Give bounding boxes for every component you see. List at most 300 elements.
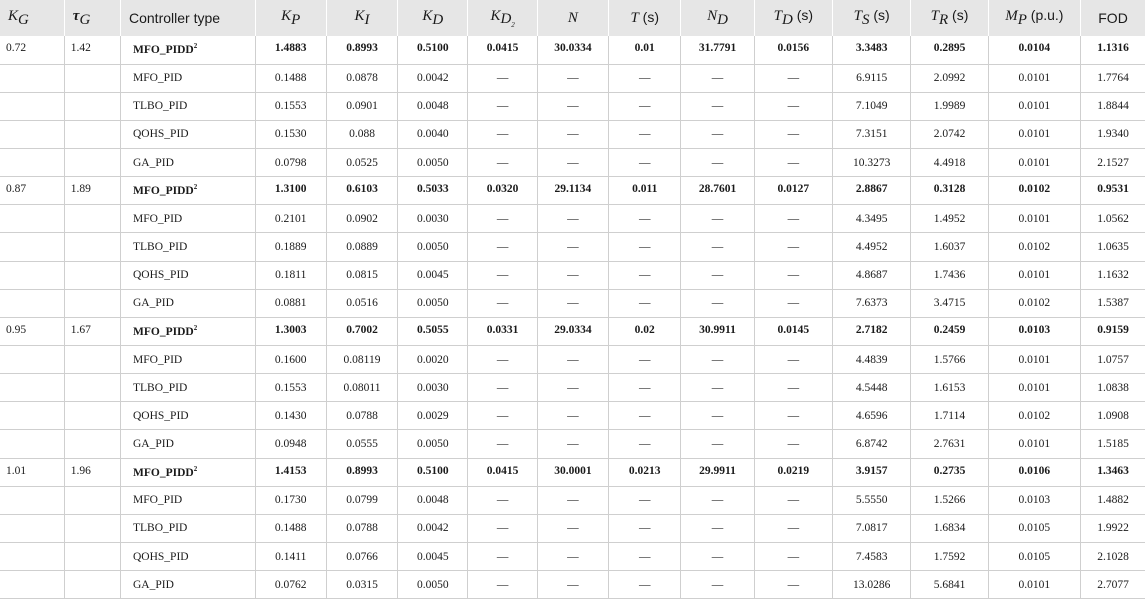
cell-tau xyxy=(64,543,120,571)
cell-nd: 29.9911 xyxy=(681,458,754,486)
cell-kp: 0.0798 xyxy=(255,149,326,177)
header-row xyxy=(0,0,1145,36)
table-row xyxy=(0,120,1145,148)
cell-nd: — xyxy=(681,346,754,374)
cell-fod: 1.7764 xyxy=(1081,64,1145,92)
cell-controller-type: TLBO_PID xyxy=(121,233,256,261)
table-row xyxy=(0,571,1145,599)
cell-td: — xyxy=(754,261,832,289)
cell-ts: 3.9157 xyxy=(833,458,911,486)
cell-kg xyxy=(0,543,64,571)
cell-nd: — xyxy=(681,289,754,317)
cell-t: — xyxy=(609,430,681,458)
cell-n: — xyxy=(537,64,608,92)
cell-controller-type: GA_PID xyxy=(121,289,256,317)
cell-nd: — xyxy=(681,64,754,92)
cell-ts: 4.8687 xyxy=(833,261,911,289)
cell-fod: 1.5387 xyxy=(1081,289,1145,317)
cell-mp: 0.0101 xyxy=(988,346,1080,374)
cell-controller-type: TLBO_PID xyxy=(121,92,256,120)
cell-tr: 0.2459 xyxy=(911,317,988,345)
cell-ts: 4.6596 xyxy=(833,402,911,430)
cell-td: — xyxy=(754,514,832,542)
cell-ts: 4.3495 xyxy=(833,205,911,233)
cell-controller-type: TLBO_PID xyxy=(121,374,256,402)
cell-nd: — xyxy=(681,120,754,148)
cell-kp: 0.1553 xyxy=(255,92,326,120)
cell-kg xyxy=(0,64,64,92)
cell-mp: 0.0101 xyxy=(988,205,1080,233)
cell-mp: 0.0102 xyxy=(988,402,1080,430)
cell-kd: 0.0045 xyxy=(398,543,468,571)
header-kd2: $K_{D_2}$ xyxy=(468,0,537,36)
header-controller-type: Controller type xyxy=(121,0,256,36)
table-body xyxy=(0,36,1145,599)
table-row xyxy=(0,36,1145,64)
cell-nd: — xyxy=(681,486,754,514)
cell-kp: 0.1553 xyxy=(255,374,326,402)
cell-kg xyxy=(0,346,64,374)
cell-n: — xyxy=(537,571,608,599)
table-row xyxy=(0,402,1145,430)
cell-t: — xyxy=(609,120,681,148)
cell-nd: — xyxy=(681,205,754,233)
cell-fod: 1.8844 xyxy=(1081,92,1145,120)
cell-kg xyxy=(0,289,64,317)
cell-td: 0.0127 xyxy=(754,177,832,205)
cell-fod: 0.9531 xyxy=(1081,177,1145,205)
cell-nd: — xyxy=(681,92,754,120)
cell-kp: 1.4153 xyxy=(255,458,326,486)
header-tr: $T_R$ (s) xyxy=(911,0,988,36)
cell-kp: 1.3100 xyxy=(255,177,326,205)
cell-ts: 4.4952 xyxy=(833,233,911,261)
cell-kd: 0.0020 xyxy=(398,346,468,374)
cell-t: — xyxy=(609,64,681,92)
cell-n: — xyxy=(537,92,608,120)
cell-kd2: 0.0331 xyxy=(468,317,537,345)
cell-kd2: — xyxy=(468,233,537,261)
cell-n: — xyxy=(537,261,608,289)
cell-kg xyxy=(0,430,64,458)
cell-t: — xyxy=(609,571,681,599)
table-row xyxy=(0,317,1145,345)
cell-ts: 6.8742 xyxy=(833,430,911,458)
cell-kg xyxy=(0,374,64,402)
cell-mp: 0.0102 xyxy=(988,177,1080,205)
cell-td: — xyxy=(754,571,832,599)
cell-controller-type: MFO_PID xyxy=(121,205,256,233)
cell-ts: 7.6373 xyxy=(833,289,911,317)
cell-ki: 0.0889 xyxy=(326,233,397,261)
cell-kp: 0.1530 xyxy=(255,120,326,148)
cell-kg xyxy=(0,514,64,542)
cell-tau xyxy=(64,430,120,458)
cell-kd: 0.0050 xyxy=(398,430,468,458)
cell-kd: 0.5055 xyxy=(398,317,468,345)
cell-tr: 1.7114 xyxy=(911,402,988,430)
cell-kd: 0.0030 xyxy=(398,205,468,233)
cell-tau xyxy=(64,514,120,542)
cell-kd2: — xyxy=(468,514,537,542)
cell-kp: 1.3003 xyxy=(255,317,326,345)
cell-mp: 0.0101 xyxy=(988,92,1080,120)
cell-fod: 1.4882 xyxy=(1081,486,1145,514)
cell-kd: 0.0050 xyxy=(398,571,468,599)
cell-tau xyxy=(64,233,120,261)
table-row xyxy=(0,346,1145,374)
cell-nd: — xyxy=(681,233,754,261)
cell-td: 0.0219 xyxy=(754,458,832,486)
cell-ts: 2.7182 xyxy=(833,317,911,345)
cell-ts: 10.3273 xyxy=(833,149,911,177)
cell-td: — xyxy=(754,486,832,514)
cell-ts: 7.1049 xyxy=(833,92,911,120)
table-row xyxy=(0,514,1145,542)
cell-ki: 0.0788 xyxy=(326,402,397,430)
cell-kd: 0.5033 xyxy=(398,177,468,205)
cell-tau: 1.89 xyxy=(64,177,120,205)
cell-ts: 5.5550 xyxy=(833,486,911,514)
cell-controller-type: QOHS_PID xyxy=(121,120,256,148)
cell-td: — xyxy=(754,289,832,317)
cell-tau: 1.67 xyxy=(64,317,120,345)
cell-n: 29.1134 xyxy=(537,177,608,205)
header-td: $T_D$ (s) xyxy=(754,0,832,36)
header-fod: FOD xyxy=(1081,0,1145,36)
cell-td: — xyxy=(754,430,832,458)
cell-kd: 0.0042 xyxy=(398,514,468,542)
cell-mp: 0.0104 xyxy=(988,36,1080,64)
cell-controller-type: MFO_PID xyxy=(121,346,256,374)
cell-nd: — xyxy=(681,514,754,542)
table-row xyxy=(0,149,1145,177)
cell-kd2: — xyxy=(468,543,537,571)
cell-mp: 0.0101 xyxy=(988,64,1080,92)
cell-ki: 0.0799 xyxy=(326,486,397,514)
cell-kg xyxy=(0,261,64,289)
cell-controller-type: TLBO_PID xyxy=(121,514,256,542)
cell-ki: 0.08011 xyxy=(326,374,397,402)
cell-fod: 1.0562 xyxy=(1081,205,1145,233)
cell-nd: 31.7791 xyxy=(681,36,754,64)
table-row xyxy=(0,458,1145,486)
cell-tau xyxy=(64,261,120,289)
cell-t: — xyxy=(609,261,681,289)
cell-td: — xyxy=(754,374,832,402)
cell-fod: 1.5185 xyxy=(1081,430,1145,458)
cell-controller-type: MFO_PIDD$^2$ xyxy=(121,458,256,486)
cell-tr: 1.7436 xyxy=(911,261,988,289)
cell-tr: 2.0742 xyxy=(911,120,988,148)
cell-controller-type: MFO_PIDD$^2$ xyxy=(121,317,256,345)
cell-kp: 0.1600 xyxy=(255,346,326,374)
cell-tau xyxy=(64,149,120,177)
cell-tr: 1.7592 xyxy=(911,543,988,571)
cell-mp: 0.0102 xyxy=(988,289,1080,317)
cell-fod: 2.1028 xyxy=(1081,543,1145,571)
cell-n: — xyxy=(537,543,608,571)
cell-td: — xyxy=(754,346,832,374)
cell-t: — xyxy=(609,486,681,514)
cell-td: — xyxy=(754,402,832,430)
table-row xyxy=(0,430,1145,458)
cell-kg xyxy=(0,92,64,120)
cell-controller-type: GA_PID xyxy=(121,571,256,599)
cell-fod: 0.9159 xyxy=(1081,317,1145,345)
cell-ts: 4.5448 xyxy=(833,374,911,402)
cell-controller-type: MFO_PIDD$^2$ xyxy=(121,177,256,205)
cell-ts: 7.0817 xyxy=(833,514,911,542)
header-kd: $K_D$ xyxy=(398,0,468,36)
cell-tau xyxy=(64,205,120,233)
header-n: N xyxy=(537,0,608,36)
cell-controller-type: GA_PID xyxy=(121,149,256,177)
cell-tau xyxy=(64,571,120,599)
cell-fod: 2.1527 xyxy=(1081,149,1145,177)
cell-nd: — xyxy=(681,430,754,458)
cell-nd: 30.9911 xyxy=(681,317,754,345)
cell-mp: 0.0101 xyxy=(988,430,1080,458)
cell-t: — xyxy=(609,514,681,542)
cell-kd2: — xyxy=(468,374,537,402)
cell-mp: 0.0103 xyxy=(988,486,1080,514)
table-row xyxy=(0,64,1145,92)
header-t: T (s) xyxy=(609,0,681,36)
cell-td: — xyxy=(754,233,832,261)
cell-n: — xyxy=(537,346,608,374)
cell-kp: 0.1730 xyxy=(255,486,326,514)
cell-tr: 1.5266 xyxy=(911,486,988,514)
cell-tau: 1.96 xyxy=(64,458,120,486)
cell-fod: 1.0908 xyxy=(1081,402,1145,430)
cell-tr: 1.6834 xyxy=(911,514,988,542)
cell-tau xyxy=(64,402,120,430)
cell-controller-type: MFO_PID xyxy=(121,486,256,514)
cell-tr: 2.0992 xyxy=(911,64,988,92)
cell-tr: 0.2895 xyxy=(911,36,988,64)
cell-mp: 0.0105 xyxy=(988,543,1080,571)
cell-kd: 0.5100 xyxy=(398,458,468,486)
cell-t: — xyxy=(609,402,681,430)
cell-kp: 0.1430 xyxy=(255,402,326,430)
cell-nd: — xyxy=(681,402,754,430)
cell-tau xyxy=(64,64,120,92)
cell-td: 0.0156 xyxy=(754,36,832,64)
cell-kd2: — xyxy=(468,261,537,289)
cell-tr: 1.6153 xyxy=(911,374,988,402)
cell-ts: 13.0286 xyxy=(833,571,911,599)
cell-kp: 0.0881 xyxy=(255,289,326,317)
cell-kd2: 0.0415 xyxy=(468,36,537,64)
cell-tr: 4.4918 xyxy=(911,149,988,177)
cell-n: 29.0334 xyxy=(537,317,608,345)
cell-kp: 0.1411 xyxy=(255,543,326,571)
cell-kd2: — xyxy=(468,402,537,430)
cell-ki: 0.7002 xyxy=(326,317,397,345)
cell-kp: 0.1811 xyxy=(255,261,326,289)
cell-t: — xyxy=(609,346,681,374)
cell-n: 30.0001 xyxy=(537,458,608,486)
cell-kg xyxy=(0,205,64,233)
cell-mp: 0.0101 xyxy=(988,120,1080,148)
cell-mp: 0.0106 xyxy=(988,458,1080,486)
cell-td: — xyxy=(754,92,832,120)
cell-fod: 2.7077 xyxy=(1081,571,1145,599)
cell-ki: 0.088 xyxy=(326,120,397,148)
cell-kd: 0.5100 xyxy=(398,36,468,64)
cell-td: — xyxy=(754,205,832,233)
cell-n: — xyxy=(537,289,608,317)
cell-t: — xyxy=(609,233,681,261)
cell-ki: 0.0788 xyxy=(326,514,397,542)
cell-ts: 6.9115 xyxy=(833,64,911,92)
cell-tau xyxy=(64,486,120,514)
cell-mp: 0.0105 xyxy=(988,514,1080,542)
cell-nd: — xyxy=(681,261,754,289)
cell-kg: 0.87 xyxy=(0,177,64,205)
cell-kd: 0.0048 xyxy=(398,486,468,514)
cell-kp: 1.4883 xyxy=(255,36,326,64)
cell-kd: 0.0042 xyxy=(398,64,468,92)
cell-controller-type: GA_PID xyxy=(121,430,256,458)
cell-kd: 0.0050 xyxy=(398,289,468,317)
table-row xyxy=(0,486,1145,514)
cell-ts: 4.4839 xyxy=(833,346,911,374)
cell-kp: 0.1889 xyxy=(255,233,326,261)
cell-ki: 0.0878 xyxy=(326,64,397,92)
cell-fod: 1.0635 xyxy=(1081,233,1145,261)
cell-ts: 3.3483 xyxy=(833,36,911,64)
cell-tr: 2.7631 xyxy=(911,430,988,458)
cell-kg: 0.95 xyxy=(0,317,64,345)
cell-n: — xyxy=(537,430,608,458)
header-nd: $N_D$ xyxy=(681,0,754,36)
cell-t: — xyxy=(609,149,681,177)
header-tau: $\tau_G$ xyxy=(64,0,120,36)
table-row xyxy=(0,205,1145,233)
cell-controller-type: MFO_PIDD$^2$ xyxy=(121,36,256,64)
cell-kd: 0.0040 xyxy=(398,120,468,148)
header-ts: $T_S$ (s) xyxy=(833,0,911,36)
cell-controller-type: QOHS_PID xyxy=(121,261,256,289)
cell-mp: 0.0103 xyxy=(988,317,1080,345)
cell-fod: 1.0838 xyxy=(1081,374,1145,402)
cell-td: — xyxy=(754,64,832,92)
cell-kd: 0.0050 xyxy=(398,149,468,177)
cell-kp: 0.0948 xyxy=(255,430,326,458)
cell-kd2: — xyxy=(468,430,537,458)
cell-t: 0.0213 xyxy=(609,458,681,486)
cell-n: — xyxy=(537,374,608,402)
cell-t: — xyxy=(609,205,681,233)
cell-tr: 1.5766 xyxy=(911,346,988,374)
cell-ki: 0.0766 xyxy=(326,543,397,571)
cell-kd2: — xyxy=(468,205,537,233)
cell-ki: 0.0815 xyxy=(326,261,397,289)
cell-controller-type: MFO_PID xyxy=(121,64,256,92)
cell-ts: 7.4583 xyxy=(833,543,911,571)
cell-kd2: — xyxy=(468,346,537,374)
header-kp: $K_P$ xyxy=(255,0,326,36)
cell-ts: 2.8867 xyxy=(833,177,911,205)
cell-kg xyxy=(0,233,64,261)
cell-nd: 28.7601 xyxy=(681,177,754,205)
cell-tr: 0.3128 xyxy=(911,177,988,205)
cell-kg xyxy=(0,402,64,430)
cell-tr: 1.4952 xyxy=(911,205,988,233)
cell-ts: 7.3151 xyxy=(833,120,911,148)
cell-kp: 0.0762 xyxy=(255,571,326,599)
cell-ki: 0.0516 xyxy=(326,289,397,317)
cell-ki: 0.0555 xyxy=(326,430,397,458)
cell-tr: 3.4715 xyxy=(911,289,988,317)
cell-kd2: — xyxy=(468,120,537,148)
cell-ki: 0.0525 xyxy=(326,149,397,177)
cell-fod: 1.3463 xyxy=(1081,458,1145,486)
cell-tau xyxy=(64,346,120,374)
cell-ki: 0.08119 xyxy=(326,346,397,374)
cell-t: 0.01 xyxy=(609,36,681,64)
cell-fod: 1.1316 xyxy=(1081,36,1145,64)
cell-fod: 1.0757 xyxy=(1081,346,1145,374)
cell-n: — xyxy=(537,149,608,177)
cell-mp: 0.0102 xyxy=(988,233,1080,261)
cell-mp: 0.0101 xyxy=(988,261,1080,289)
table-row xyxy=(0,177,1145,205)
cell-ki: 0.0901 xyxy=(326,92,397,120)
cell-n: — xyxy=(537,233,608,261)
cell-kd2: — xyxy=(468,571,537,599)
cell-controller-type: QOHS_PID xyxy=(121,402,256,430)
table-row xyxy=(0,289,1145,317)
cell-n: — xyxy=(537,514,608,542)
cell-td: — xyxy=(754,149,832,177)
header-kg: $K_G$ xyxy=(8,8,29,28)
cell-kp: 0.1488 xyxy=(255,64,326,92)
cell-kd: 0.0048 xyxy=(398,92,468,120)
cell-nd: — xyxy=(681,543,754,571)
cell-kg xyxy=(0,571,64,599)
cell-kd: 0.0029 xyxy=(398,402,468,430)
cell-kd2: — xyxy=(468,149,537,177)
cell-tr: 0.2735 xyxy=(911,458,988,486)
cell-t: — xyxy=(609,92,681,120)
cell-fod: 1.9922 xyxy=(1081,514,1145,542)
cell-kd2: — xyxy=(468,64,537,92)
cell-ki: 0.8993 xyxy=(326,458,397,486)
table-row xyxy=(0,261,1145,289)
cell-t: — xyxy=(609,289,681,317)
table-row xyxy=(0,233,1145,261)
cell-kd2: — xyxy=(468,486,537,514)
cell-nd: — xyxy=(681,571,754,599)
cell-tr: 1.6037 xyxy=(911,233,988,261)
cell-ki: 0.0902 xyxy=(326,205,397,233)
cell-n: — xyxy=(537,205,608,233)
cell-kg: 0.72 xyxy=(0,36,64,64)
cell-kd: 0.0030 xyxy=(398,374,468,402)
cell-kd: 0.0050 xyxy=(398,233,468,261)
cell-ki: 0.8993 xyxy=(326,36,397,64)
cell-tr: 5.6841 xyxy=(911,571,988,599)
cell-t: — xyxy=(609,543,681,571)
cell-kd2: 0.0415 xyxy=(468,458,537,486)
cell-t: — xyxy=(609,374,681,402)
cell-n: — xyxy=(537,120,608,148)
cell-n: — xyxy=(537,402,608,430)
cell-kg: 1.01 xyxy=(0,458,64,486)
